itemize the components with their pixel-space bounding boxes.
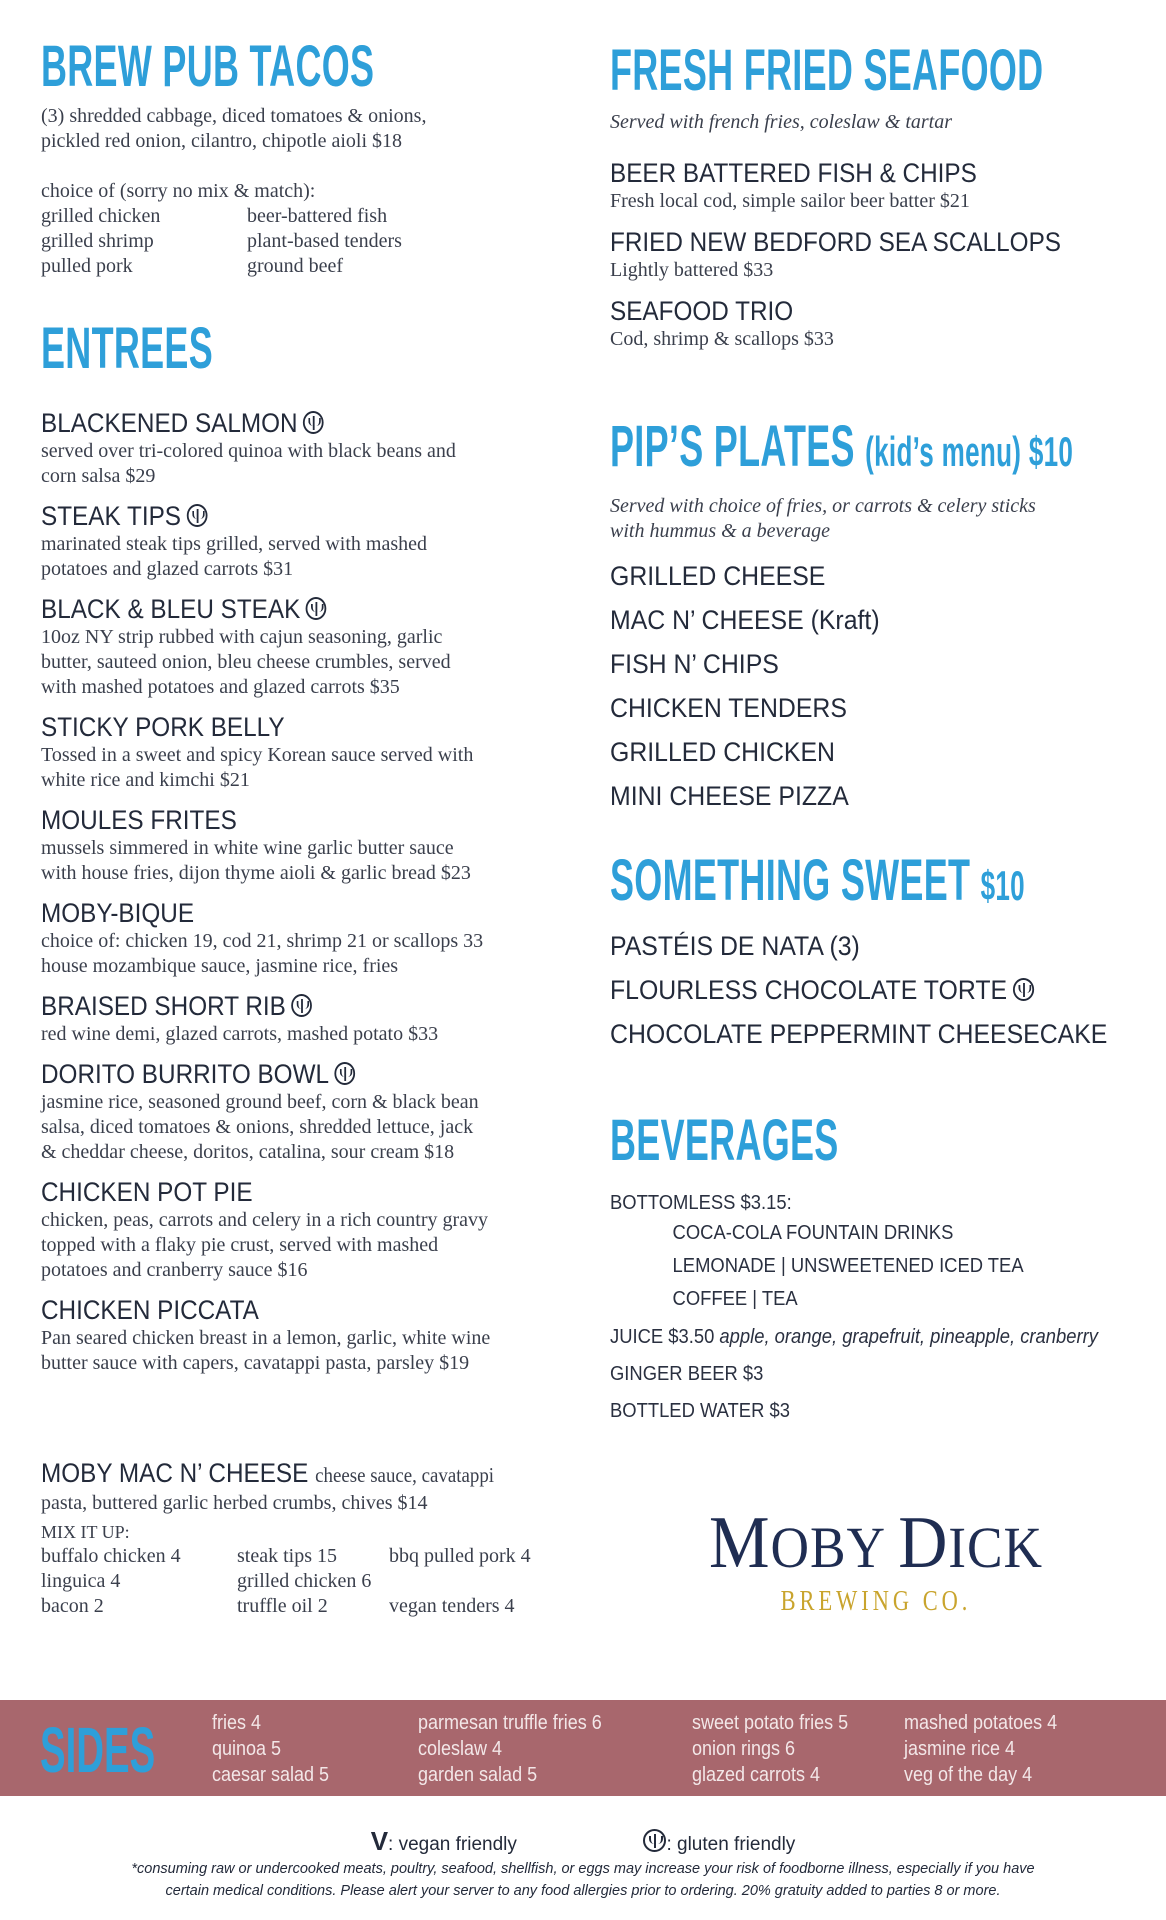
entree-desc-line: corn salsa $29 [41,465,156,487]
seafood-desc: Cod, shrimp & scallops $33 [610,328,834,350]
mix-option: vegan tenders 4 [389,1595,515,1617]
tacos-desc-2: pickled red onion, cilantro, chipotle aioli $18 [41,130,403,152]
entree-desc-line: with mashed potatoes and glazed carrots $35 [41,676,400,698]
tacos-desc-1: (3) shredded cabbage, diced tomatoes & onions, [41,105,427,127]
mac-section [41,1458,581,1619]
sweet-title [610,848,1025,913]
logo-letters: OBY [770,1515,899,1580]
entree-item [41,712,581,793]
mix-option: bbq pulled pork 4 [389,1545,531,1567]
sweet-item-name: FLOURLESS CHOCOLATE TORTE [610,975,1008,1005]
footer [0,1826,1166,1901]
taco-choice: beer-battered fish [247,205,388,227]
side-item: coleslaw 4 [418,1738,503,1760]
entree-item [41,594,581,700]
entree-desc-line: topped with a flaky pie crust, served with mashed [41,1234,439,1256]
entree-item [41,805,581,886]
sides-column [212,1710,329,1788]
kids-title-main: PIP’S PLATES [610,414,855,479]
seafood-name: BEER BATTERED FISH & CHIPS [610,158,977,188]
entree-item [41,898,581,979]
seafood-item [610,227,1140,283]
entree-desc-line: red wine demi, glazed carrots, mashed potato $33 [41,1023,439,1045]
sweet-items [610,924,1140,1056]
kids-item: FISH N’ CHIPS [610,649,779,679]
kids-items [610,554,1140,818]
vegan-legend: : vegan friendly [388,1834,517,1855]
kids-title-suffix: (kid’s menu) $10 [865,428,1074,475]
logo-letter: D [898,1502,949,1584]
entree-name-row [41,501,527,532]
brewery-logo [676,1502,1076,1618]
entree-desc-line: jasmine rice, seasoned ground beef, corn & black bean [41,1091,479,1113]
mix-option: bacon 2 [41,1595,104,1617]
taco-choice: grilled shrimp [41,230,154,252]
entree-name-row [41,991,527,1022]
sides-column [418,1710,602,1788]
gluten-free-icon [643,1829,666,1852]
entree-name: CHICKEN PICCATA [41,1295,259,1325]
beverages-title: BEVERAGES [610,1108,839,1173]
seafood-subtitle: Served with french fries, coleslaw & tartar [610,111,953,133]
taco-choice: pulled pork [41,255,133,277]
mix-option [389,1569,569,1594]
entree-name: MOBY-BIQUE [41,898,195,928]
entree-item [41,1177,581,1283]
taco-choice: ground beef [247,255,344,277]
entree-desc-line: 10oz NY strip rubbed with cajun seasoning, garlic [41,626,443,648]
entree-desc-line: marinated steak tips grilled, served with mashed [41,533,428,555]
seafood-item [610,158,1140,214]
bottomless-item: COFFEE | TEA [672,1288,798,1310]
entree-name-row [41,1177,527,1208]
entrees-title: ENTREES [41,316,214,381]
logo-letter: M [709,1502,771,1584]
logo-letters: ICK [948,1515,1043,1580]
entree-name-row [41,408,527,439]
disclaimer-line: *consuming raw or undercooked meats, poultry, seafood, shellfish, or eggs may increase your risk of foodborne illness, especially if you have [131,1861,1035,1877]
entree-name-row [41,594,527,625]
side-item: sweet potato fries 5 [692,1712,849,1734]
kids-item: CHICKEN TENDERS [610,693,847,723]
mac-desc: pasta, buttered garlic herbed crumbs, chives $14 [41,1492,428,1514]
entree-item [41,1059,581,1165]
entree-desc-line: butter, sauteed onion, bleu cheese crumbles, served [41,651,451,673]
entrees-list [41,408,581,1388]
entree-name: CHICKEN POT PIE [41,1177,253,1207]
side-item: fries 4 [212,1712,262,1734]
sides-title: SIDES [40,1714,156,1786]
juice-flavors: apple, orange, grapefruit, pineapple, cranberry [719,1326,1098,1348]
bottomless-label: BOTTOMLESS $3.15: [610,1192,792,1214]
vegan-icon: V [370,1826,389,1856]
entree-desc-line: Pan seared chicken breast in a lemon, garlic, white wine [41,1327,491,1349]
seafood-name: SEAFOOD TRIO [610,296,794,326]
mix-option: steak tips 15 [237,1545,337,1567]
taco-choice: grilled chicken [41,205,161,227]
side-item: parmesan truffle fries 6 [418,1712,602,1734]
side-item: onion rings 6 [692,1738,796,1760]
sweet-item [610,968,1098,1012]
beverages-section [610,1108,1140,1423]
entree-desc-line: Tossed in a sweet and spicy Korean sauce served with [41,744,474,766]
taco-choice: plant-based tenders [247,230,402,252]
juice-label: JUICE $3.50 [610,1326,715,1348]
tacos-choices [41,204,579,279]
entree-desc-line: butter sauce with capers, cavatappi pasta, parsley $19 [41,1352,470,1374]
entree-name: STEAK TIPS [41,501,182,531]
entree-name-row [41,805,527,836]
bottomless-item: LEMONADE | UNSWEETENED ICED TEA [672,1255,1024,1277]
gluten-free-icon [306,597,327,620]
entree-name: STICKY PORK BELLY [41,712,285,742]
tacos-choice-label: choice of (sorry no mix & match): [41,180,316,202]
kids-subtitle-1: Served with choice of fries, or carrots & celery sticks [610,495,1036,517]
sides-bar [0,1700,1166,1796]
entree-desc-line: potatoes and glazed carrots $31 [41,558,294,580]
entree-desc-line: & cheddar cheese, doritos, catalina, sour cream $18 [41,1141,455,1163]
seafood-desc: Lightly battered $33 [610,259,774,281]
entree-desc-line: with house fries, dijon thyme aioli & garlic bread $23 [41,862,471,884]
mix-option: grilled chicken 6 [237,1570,372,1592]
side-item: veg of the day 4 [904,1764,1033,1786]
gluten-legend: : gluten friendly [666,1834,796,1855]
kids-section [610,414,1140,818]
gluten-free-icon [1013,978,1034,1001]
entree-desc-line: white rice and kimchi $21 [41,769,250,791]
tacos-section [41,34,579,279]
gluten-free-icon [334,1062,355,1085]
entree-desc-line: chicken, peas, carrots and celery in a rich country gravy [41,1209,489,1231]
seafood-title: FRESH FRIED SEAFOOD [610,38,1044,103]
side-item: mashed potatoes 4 [904,1712,1058,1734]
kids-title [610,414,1074,479]
entree-name-row [41,712,527,743]
kids-item: MINI CHEESE PIZZA [610,781,849,811]
sweet-title-suffix: $10 [980,862,1025,909]
sweet-item: PASTÉIS DE NATA (3) [610,931,860,961]
seafood-list [610,158,1140,365]
side-item: jasmine rice 4 [904,1738,1016,1760]
juice-line [610,1326,1098,1349]
entree-name: DORITO BURRITO BOWL [41,1059,330,1089]
logo-subtitle: BREWING CO. [780,1586,972,1617]
entree-item [41,501,581,582]
mac-inline-desc: cheese sauce, cavatappi [315,1463,495,1487]
mac-item-name [41,1458,527,1491]
bottled-water: BOTTLED WATER $3 [610,1400,790,1422]
entree-item [41,408,581,489]
entree-name-row [41,1059,527,1090]
mix-option: buffalo chicken 4 [41,1545,181,1567]
seafood-desc: Fresh local cod, simple sailor beer batter $21 [610,190,970,212]
gluten-free-icon [291,994,312,1017]
entree-desc-line: salsa, diced tomatoes & onions, shredded lettuce, jack [41,1116,474,1138]
entree-desc-line: served over tri-colored quinoa with black beans and [41,440,456,462]
entree-desc-line: potatoes and cranberry sauce $16 [41,1259,308,1281]
sweet-item: CHOCOLATE PEPPERMINT CHEESECAKE [610,1019,1108,1049]
entree-desc-line: house mozambique sauce, jasmine rice, fries [41,955,399,977]
seafood-section [610,38,1166,135]
mix-options [41,1544,581,1619]
entree-name: BLACK & BLEU STEAK [41,594,301,624]
entree-desc-line: mussels simmered in white wine garlic butter sauce [41,837,454,859]
seafood-name: FRIED NEW BEDFORD SEA SCALLOPS [610,227,1061,257]
kids-subtitle-2: with hummus & a beverage [610,520,830,542]
entree-name: BLACKENED SALMON [41,408,298,438]
gluten-free-icon [303,411,324,434]
sides-column [692,1710,848,1788]
mix-option: linguica 4 [41,1570,121,1592]
sides-column [904,1710,1057,1788]
ginger-beer: GINGER BEER $3 [610,1363,764,1385]
kids-item: GRILLED CHICKEN [610,737,835,767]
side-item: garden salad 5 [418,1764,538,1786]
icon-legend [0,1826,1166,1857]
entree-item [41,1295,581,1376]
entree-desc-line: choice of: chicken 19, cod 21, shrimp 21 or scallops 33 [41,930,484,952]
entree-name-row [41,1295,527,1326]
bottomless-item: COCA-COLA FOUNTAIN DRINKS [672,1222,954,1244]
sweet-title-main: SOMETHING SWEET [610,848,971,913]
kids-item: MAC N’ CHEESE (Kraft) [610,605,880,635]
tacos-title: BREW PUB TACOS [41,34,375,99]
seafood-item [610,296,1140,352]
entree-name: BRAISED SHORT RIB [41,991,286,1021]
side-item: quinoa 5 [212,1738,282,1760]
entree-name: MOULES FRITES [41,805,237,835]
mac-name: MOBY MAC N’ CHEESE [41,1458,309,1488]
logo-wordmark [692,1502,1060,1584]
side-item: glazed carrots 4 [692,1764,821,1786]
entree-name-row [41,898,527,929]
mix-label: MIX IT UP: [41,1522,130,1542]
side-item: caesar salad 5 [212,1764,330,1786]
mix-option: truffle oil 2 [237,1595,328,1617]
gluten-free-icon [186,504,207,527]
kids-item: GRILLED CHEESE [610,561,826,591]
disclaimer-line: certain medical conditions. Please alert your server to any food allergies prior to ordering. 20% gratuity added to parties 8 or more. [165,1883,1001,1899]
sweet-section [610,848,1140,1056]
entree-item [41,991,581,1047]
